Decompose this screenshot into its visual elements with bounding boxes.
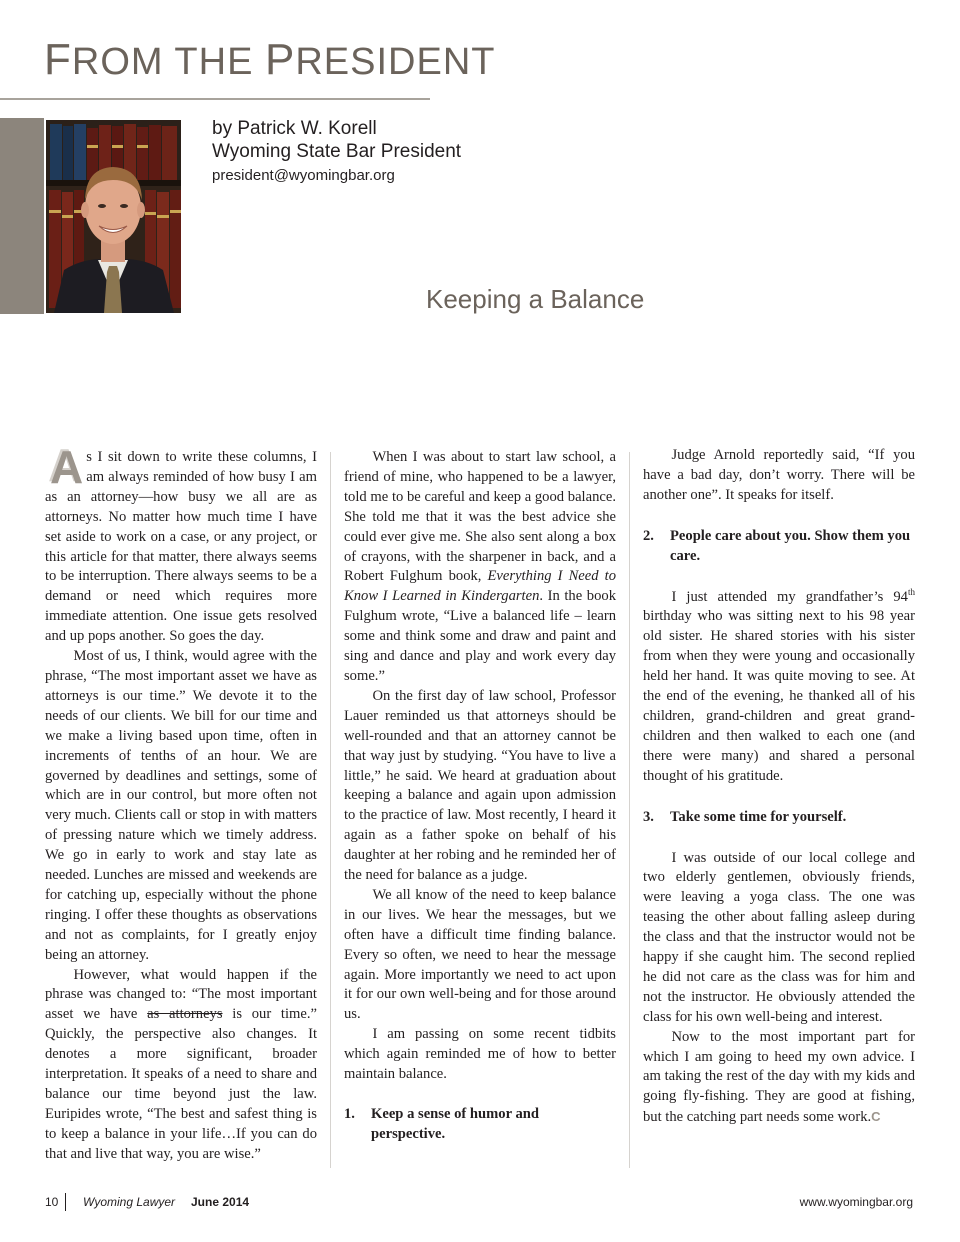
author-email: president@wyomingbar.org (212, 167, 395, 184)
magazine-name: Wyoming Lawyer (83, 1195, 176, 1209)
paragraph: I just attended my grandfather’s 94th birthday who was sitting next to his 98 year old sister. He shared stories with his sister from when they were young and occasionally held her hand. It was quite moving to see. At the end of the evening, he thanked all of his children, grand-children and great grand-children and then walked to each one (and there were many) and shared a personal thought of his gratitude. (643, 586, 915, 784)
column-divider (330, 452, 331, 1168)
footer-separator (65, 1193, 66, 1211)
article-column-2 (344, 448, 616, 1145)
book-title: Everything I Need to Know I Learned in Kindergarten (344, 568, 616, 605)
paragraph: As I sit down to write these columns, I am always reminded of how busy I am as an attorney—how busy we all are as attorneys. No matter how much time I have set aside to work on a case, or any project, or this article for that matter, there always seems to be interruption. There always seems to be a demand or need which requires more immediate attention. One issue gets resolved and up pops another. So goes the day. (45, 441, 317, 645)
numbered-heading-1: 1. Keep a sense of humor and perspective. (344, 1105, 539, 1142)
author-position: Wyoming State Bar President (212, 141, 462, 162)
title-divider (0, 98, 430, 100)
decorative-side-bar (0, 118, 44, 314)
article-title: Keeping a Balance (426, 284, 645, 314)
paragraph: I was outside of our local college and two elderly gentlemen, obviously friends, were leaving a yoga class. The one was teasing the other about falling asleep during the class and that the instructor would not be happy if she caught him. The second replied he did not care as the class was for him and not the instructor. He obviously attended the class for his own well-being and interest. (643, 849, 915, 1025)
section-title (44, 35, 496, 84)
numbered-heading-2: 2. People care about you. Show them you care. (643, 527, 911, 564)
end-mark-icon: C (871, 1109, 881, 1125)
paragraph: However, what would happen if the phrase was changed to: “The most important asset we have as attorneys is our time.” Quickly, the perspective also changes. It denotes a more significant, broader interpretation. It speaks of a need to share and balance our time beyond just the law. Euripides wrote, “The best and safest thing is to keep a balance in your life…If you can do that and live that way, you are wise.” (45, 966, 317, 1162)
section-title-cap-2: P (264, 35, 296, 84)
paragraph: Most of us, I think, would agree with the phrase, “The most important asset we have as attorneys is our time.” We devote it to the needs of our clients. We bill for our time and we make a living based upon time, often in increments of tenths of an hour. We are governed by deadlines and settings, some of which are in our control, but more often not very much. Clients call or stop in with matters of pressing nature which we timely address. We go in early to work and stay late as needed. Lunches are missed and weekends are for catching up, especially without the phone ringing. I offer these thoughts as observations and not as complaints, for I greatly enjoy being an attorney. (45, 648, 317, 963)
paragraph: On the first day of law school, Professor Lauer reminded us that attorneys should be well-rounded and that an attorney cannot be that way just by studying. “You have to live a little,” he said. We heard at graduation about keeping a balance and again upon admission to the practice of law. Most recently, I heard it again as a father spoke on behalf of his daughter at her robing and he reminded her of the need for balance as a judge. (344, 687, 616, 884)
author-photo (46, 120, 181, 313)
page-number: 10 (45, 1195, 59, 1209)
paragraph: Judge Arnold reportedly said, “If you have a bad day, don’t worry. There will be another one”. It speaks for itself. (643, 447, 915, 503)
paragraph: I am passing on some recent tidbits which again reminded me of how to better maintain balance. (344, 1026, 616, 1083)
page-footer (45, 1195, 913, 1211)
paragraph: When I was about to start law school, a friend of mine, who happened to be a lawyer, told me to be careful and keep a good balance. She told me that it was the best advice she could ever give me. She also sent along a box of crayons, with the sharpener in back, and a Robert Fulghum book, Everything I Need to Know I Learned in Kindergarten. In the book Fulghum wrote, “Live a balanced life – learn some and think some and draw and paint and sing and dance and play and work every day some.” (344, 449, 616, 684)
paragraph: Now to the most important part for which I am going to heed my own advice. I am taking the rest of the day with my kids and going fly-fishing. They are good at fishing, but the catching part needs some work.C (643, 1028, 915, 1126)
author-name: by Patrick W. Korell (212, 118, 377, 139)
section-title-part-2: RESIDENT (295, 41, 496, 83)
section-title-part-1: ROM THE (71, 41, 265, 83)
article-column-3 (643, 446, 915, 1128)
paragraph: We all know of the need to keep balance in our lives. We hear the messages, but we often have a difficult time finding balance. Every so often, we need to hear the message again. More importantly we need to act upon it for our own well-being and for those around us. (344, 886, 616, 1023)
drop-cap: A (50, 441, 84, 493)
column-divider (629, 452, 630, 1168)
byline (212, 117, 461, 184)
website-url: www.wyomingbar.org (799, 1195, 913, 1209)
section-title-cap-1: F (44, 35, 72, 84)
article-column-1 (45, 441, 317, 1165)
numbered-heading-3: 3. Take some time for yourself. (643, 808, 847, 825)
issue-date: June 2014 (191, 1195, 250, 1209)
strikethrough-text: as attorneys (147, 1006, 223, 1023)
